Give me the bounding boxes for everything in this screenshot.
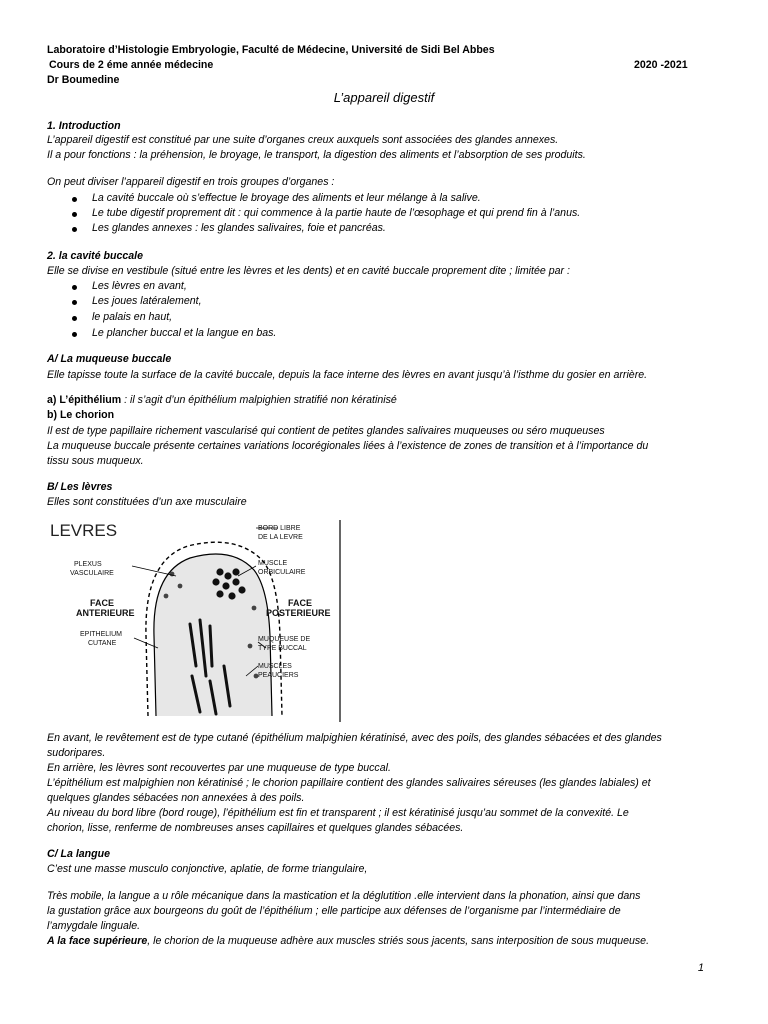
paragraph: Elles sont constituées d’un axe musculaire bbox=[47, 496, 247, 508]
paragraph: Très mobile, la langue a u rôle mécanique dans la mastication et la déglutition .elle intervient dans la phonation, ainsi que dans bbox=[47, 890, 641, 902]
section-heading-cavite-buccale: 2. la cavité buccale bbox=[47, 250, 143, 262]
paragraph: L’appareil digestif est constitué par une suite d’organes creux auxquels sont associées des glandes annexes. bbox=[47, 134, 559, 146]
label-muscle-2: ORBICULAIRE bbox=[258, 569, 306, 576]
paragraph: En avant, le revêtement est de type cutané (épithélium malpighien kératinisé, avec des poils, des glandes sébacées et des glandes bbox=[47, 732, 662, 744]
paragraph: La muqueuse buccale présente certaines variations locorégionales liées à l’existence de zones de transition et à l’importance du bbox=[47, 440, 649, 452]
paragraph: C’est une masse musculo conjonctive, aplatie, de forme triangulaire, bbox=[47, 863, 368, 875]
header-year: 2020 -2021 bbox=[634, 59, 688, 71]
label-muscles-2: PEAUCIERS bbox=[258, 672, 299, 679]
header-course: Cours de 2 éme année médecine bbox=[49, 59, 214, 71]
epithelium-label: a) L’épithélium bbox=[47, 394, 122, 406]
label-bord-libre-2: DE LA LEVRE bbox=[258, 534, 303, 541]
header-institution: Laboratoire d’Histologie Embryologie, Faculté de Médecine, Université de Sidi Bel Abbes bbox=[47, 44, 495, 56]
section-heading-muqueuse: A/ La muqueuse buccale bbox=[47, 353, 172, 365]
paragraph: Il a pour fonctions : la préhension, le broyage, le transport, la digestion des aliments et l’absorption de ses produits. bbox=[47, 149, 586, 161]
paragraph: l’amygdale linguale. bbox=[47, 920, 141, 932]
paragraph: Elle tapisse toute la surface de la cavité buccale, depuis la face interne des lèvres en avant jusqu’à l’isthme du gosier en arrière. bbox=[47, 369, 648, 381]
paragraph: la gustation grâce aux bourgeons du goût de l’épithélium ; elle participe aux défenses de l’organisme par l’intermédiaire de bbox=[47, 905, 621, 917]
bullet-icon bbox=[72, 300, 77, 305]
paragraph: On peut diviser l’appareil digestif en trois groupes d’organes : bbox=[47, 176, 335, 188]
label-face-anterieure-2: ANTERIEURE bbox=[76, 608, 135, 618]
label-face-posterieure-2: POSTERIEURE bbox=[266, 608, 331, 618]
label-bord-libre-1: BORD LIBRE bbox=[258, 525, 301, 532]
section-heading-introduction: 1. Introduction bbox=[47, 120, 121, 132]
section-heading-langue: C/ La langue bbox=[47, 848, 110, 860]
bullet-icon bbox=[72, 212, 77, 217]
paragraph-epithelium bbox=[47, 394, 397, 406]
document-title: L’appareil digestif bbox=[333, 90, 435, 105]
bullet-icon bbox=[72, 332, 77, 337]
paragraph: quelques glandes sébacées non annexées à des poils. bbox=[47, 792, 305, 804]
label-muscle-1: MUSCLE bbox=[258, 560, 288, 567]
face-superieure-text: , le chorion de la muqueuse adhère aux muscles striés sous jacents, sans interposition de sous muqueuse. bbox=[147, 935, 650, 947]
paragraph: En arrière, les lèvres sont recouvertes par une muqueuse de type buccal. bbox=[47, 762, 391, 774]
section-heading-levres: B/ Les lèvres bbox=[47, 481, 113, 493]
label-face-anterieure-1: FACE bbox=[90, 598, 115, 608]
paragraph: Au niveau du bord libre (bord rouge), l’épithélium est fin et transparent ; il est kératinisé jusqu’au sommet de la convexité. Le bbox=[47, 807, 629, 819]
paragraph-face-superieure bbox=[47, 935, 649, 947]
paragraph: Elle se divise en vestibule (situé entre les lèvres et les dents) et en cavité buccale proprement dite ; limitée par : bbox=[47, 265, 570, 277]
chorion-label: b) Le chorion bbox=[47, 409, 115, 421]
lip-diagram bbox=[40, 516, 342, 722]
document-page: Laboratoire d’Histologie Embryologie, Faculté de Médecine, Université de Sidi Bel Abbes Cours de 2 éme année médecine 2020 -2021 Dr Boumedine L’appareil digestif 1. Introduction L’appareil digestif est constitué par une suite d’organes creux auxquels sont associées des glandes annexes. Il a pour fonctions : la préhension, le broyage, le transport, la digestion des aliments et l’absorption de ses produits. On peut diviser l’appareil digestif en trois groupes d’organes : La cavité buccale où s’effectue le broyage des aliments et leur mélange à la salive. Le tube digestif proprement dit : qui commence à la partie haute de l’œsophage et qui prend fin à l’anus. Les glandes annexes : les glandes salivaires, foie et pancréas. 2. la cavité buccale Elle se divise en vestibule (situé entre les lèvres et les dents) et en cavité buccale proprement dite ; limitée par : Les lèvres en avant, Les joues latéralement, le palais en haut, Le plancher buccal et la langue en bas. A/ La muqueuse buccale Elle tapisse toute la surface de la cavité buccale, depuis la face interne des lèvres en avant jusqu’à l’isthme du gosier en arrière. a) L’épithélium : il s’agit d’un épithélium malpighien stratifié non kératinisé b) Le chorion Il est de type papillaire richement vascularisé qui contient de petites glandes salivaires muqueuses ou séro muqueuses La muqueuse buccale présente certaines variations locorégionales liées à l’existence de zones de transition et à l’importance du tissu sous muqueux. B/ Les lèvres Elles sont constituées d’un axe musculaire LEVRES BORD LIBRE DE LA LEVRE PLEXUS VASCULAIRE MUSCLE ORBICULAIRE EPITHELIUM CUTANE MUQUEUSE DE TYPE BUCCAL MUSCLES PEAUCIERS FACE ANTERIEURE FACE POSTERIEURE En avant, le revêtement est de type cutané (épithélium malpighien kératinisé, avec des poils, des glandes sébacées et des glandes sudoripares. En arrière, les lèvres sont recouvertes par une muqueuse de type buccal. L’épithélium est malpighien non kératinisé ; le chorion papillaire contient des glandes salivaires séreuses (les glandes labiales) et quelques glandes sébacées non annexées à des poils. Au niveau du bord libre (bord rouge), l’épithélium est fin et transparent ; il est kératinisé jusqu’au sommet de la convexité. Le chorion, lisse, renferme de nombreuses anses capillaires et quelques glandes sébacées. C/ La langue C’est une masse musculo conjonctive, aplatie, de forme triangulaire, Très mobile, la langue a u rôle mécanique dans la mastication et la déglutition .elle intervient dans la phonation, ainsi que dans la gustation grâce aux bourgeons du goût de l’épithélium ; elle participe aux défenses de l’organisme par l’intermédiaire de l’amygdale linguale. A la face supérieure, le chorion de la muqueuse adhère aux muscles striés sous jacents, sans interposition de sous muqueuse. 1 bbox=[0, 0, 768, 1024]
paragraph: chorion, lisse, renferme de nombreuses anses capillaires et quelques glandes sébacées. bbox=[47, 822, 464, 834]
label-muqueuse-2: TYPE BUCCAL bbox=[258, 645, 307, 652]
bullet-icon bbox=[72, 197, 77, 202]
label-epithelium-2: CUTANE bbox=[88, 640, 117, 647]
label-epithelium-1: EPITHELIUM bbox=[80, 631, 123, 638]
epithelium-text: : il s’agit d’un épithélium malpighien stratifié non kératinisé bbox=[121, 394, 397, 406]
label-muqueuse-1: MUQUEUSE DE bbox=[258, 636, 311, 643]
paragraph: sudoripares. bbox=[47, 747, 106, 759]
label-plexus-2: VASCULAIRE bbox=[70, 570, 114, 577]
face-superieure-label: A la face supérieure bbox=[47, 935, 148, 947]
header-author: Dr Boumedine bbox=[47, 74, 120, 86]
paragraph: L’épithélium est malpighien non kératinisé ; le chorion papillaire contient des glandes salivaires séreuses (les glandes labiales) et bbox=[47, 777, 651, 789]
label-plexus-1: PLEXUS bbox=[74, 561, 102, 568]
bullet-icon bbox=[72, 227, 77, 232]
page-number: 1 bbox=[697, 962, 704, 974]
paragraph: tissu sous muqueux. bbox=[47, 455, 144, 467]
bullet-icon bbox=[72, 316, 77, 321]
diagram-title: LEVRES bbox=[50, 521, 118, 540]
paragraph: Il est de type papillaire richement vascularisé qui contient de petites glandes salivaires muqueuses ou séro muqueuses bbox=[47, 425, 605, 437]
label-muscles-1: MUSCLES bbox=[258, 663, 292, 670]
label-face-posterieure-1: FACE bbox=[288, 598, 313, 608]
bullet-icon bbox=[72, 285, 77, 290]
